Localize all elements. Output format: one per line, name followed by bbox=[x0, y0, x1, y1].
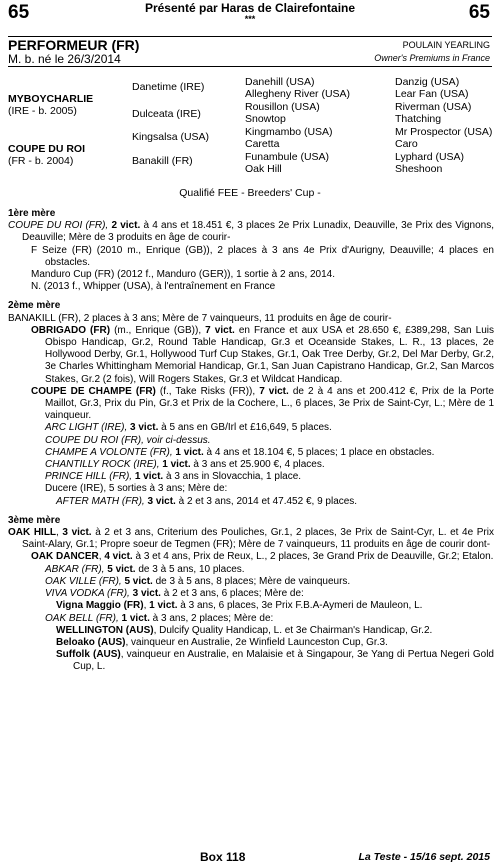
paragraph: Vigna Maggio (FR), 1 vict. à 3 ans, 6 places, 3e Prix F.B.A-Aymeri de Mauleon, L. bbox=[56, 600, 423, 612]
paragraph: CHANTILLY ROCK (IRE), 1 vict. à 3 ans et 25.900 €, 4 places. bbox=[45, 459, 325, 471]
lot-number-right: 65 bbox=[468, 2, 490, 23]
paragraph: AFTER MATH (FR), 3 vict. à 2 et 3 ans, 2014 et 47.452 €, 9 places. bbox=[56, 495, 358, 507]
pedigree-sire: MYBOYCHARLIE bbox=[8, 93, 94, 105]
paragraph: N. (2013 f., Whipper (USA), à l'entraînement en France bbox=[31, 281, 276, 293]
horse-description: M. b. né le 26/3/2014 bbox=[8, 52, 121, 66]
paragraph: COUPE DE CHAMPE (FR) (f., Take Risks (FR)), 7 vict. de 2 à 4 ans et 200.412 €, Prix de la Porte Maillot, Gr.3, Prix du Pin, Gr.3 et Prix de la Cochere, L., 6 places, 3e Prix de Saint-Cyr, L.; Mère de 1 vainqueur. bbox=[31, 385, 494, 422]
pedigree-gen3-item: Allegheny River (USA) bbox=[245, 88, 351, 100]
box-number: Box 118 bbox=[200, 850, 246, 864]
paragraph: Beloako (AUS), vainqueur en Australie, 2e Winfield Launceston Cup, Gr.3. bbox=[56, 636, 388, 648]
page-header bbox=[0, 2, 500, 24]
horse-name: PERFORMEUR (FR) bbox=[8, 37, 140, 53]
header-title: Présenté par Haras de Clairefontaine bbox=[144, 1, 356, 15]
section-heading: 1ère mère bbox=[8, 208, 56, 219]
paragraph: OAK BELL (FR), 1 vict. à 3 ans, 2 places; Mère de: bbox=[45, 612, 274, 624]
lot-number-left: 65 bbox=[8, 2, 30, 23]
pedigree-gen4-item: Riverman (USA) bbox=[395, 101, 472, 113]
paragraph: ARC LIGHT (IRE), 3 vict. à 5 ans en GB/Irl et £16,649, 5 places. bbox=[45, 422, 332, 434]
pedigree-dam: COUPE DU ROI bbox=[8, 143, 86, 155]
pedigree-gen3-item: Snowtop bbox=[245, 113, 286, 125]
pedigree-gen4-item: Thatching bbox=[395, 113, 442, 125]
pedigree-gen4-item: Caro bbox=[395, 138, 418, 150]
qualification-line: Qualifié FEE - Breeders' Cup - bbox=[179, 187, 321, 199]
pedigree-gen3-item: Oak Hill bbox=[245, 163, 282, 175]
paragraph: CHAMPE A VOLONTE (FR), 1 vict. à 4 ans et 18.104 €, 5 places; 1 place en obstacles. bbox=[45, 446, 435, 458]
paragraph: BANAKILL (FR), 2 places à 3 ans; Mère de 7 vainqueurs, 11 produits en âge de courir- bbox=[8, 312, 392, 324]
section-heading: 3ème mère bbox=[8, 514, 61, 526]
pedigree-sire-info: (IRE - b. 2005) bbox=[8, 105, 77, 117]
paragraph: ABKAR (FR), 5 vict. de 3 à 5 ans, 10 places. bbox=[45, 563, 245, 575]
paragraph: Ducere (IRE), 5 sorties à 3 ans; Mère de: bbox=[45, 483, 228, 495]
pedigree-rule bbox=[8, 66, 492, 67]
paragraph: Suffolk (AUS), vainqueur en Australie, en Malaisie et à Singapour, 3e Yang di Pertua Negeri Gold Cup, L. bbox=[56, 649, 494, 673]
header-stars: *** bbox=[244, 14, 256, 24]
paragraph: OBRIGADO (FR) (m., Enrique (GB)), 7 vict. en France et aux USA et 28.650 €, £389,298, San Luis Obispo Handicap, Gr.2, Round Table Handicap, Gr.3 et Oceanside Stakes, L. R., 13 places, 2e Hollywood Derby, Gr.1, Hollywood Turf Cup Stakes, Gr.1, Oak Tree Derby, Gr.2, Del Mar Derby, Gr.2, 3e Charles Whittingham Memorial Handicap, Gr.1, San Juan Capistrano Handicap, Gr.2, San Marcos Stakes, Gr.2 (2 fois), Will Rogers Stakes, Gr.3 et Wildcat Handicap. bbox=[31, 324, 494, 385]
pedigree-gen2-item: Banakill (FR) bbox=[132, 155, 193, 167]
pedigree-gen3-item: Kingmambo (USA) bbox=[245, 126, 333, 138]
pedigree-gen4-item: Lear Fan (USA) bbox=[395, 88, 469, 100]
paragraph: VIVA VODKA (FR), 3 vict. à 2 et 3 ans, 6 places; Mère de: bbox=[45, 588, 304, 600]
pedigree-gen2-item: Dulceata (IRE) bbox=[132, 108, 201, 120]
pedigree-gen2-item: Kingsalsa (USA) bbox=[132, 131, 210, 143]
produce-record bbox=[8, 208, 494, 674]
pedigree-gen2-item: Danetime (IRE) bbox=[132, 81, 205, 93]
pedigree-dam-info: (FR - b. 2004) bbox=[8, 155, 74, 167]
horse-category: POULAIN YEARLING bbox=[402, 40, 490, 50]
paragraph: OAK DANCER, 4 vict. à 3 et 4 ans, Prix de Reux, L., 2 places, 3e Grand Prix de Deauville, Gr.2; Etalon. bbox=[31, 551, 494, 563]
section-heading: 2ème mère bbox=[8, 300, 61, 312]
premiums-note: Owner's Premiums in France bbox=[374, 53, 490, 63]
pedigree-gen3-item: Funambule (USA) bbox=[245, 151, 330, 163]
sale-location: La Teste - 15/16 sept. 2015 bbox=[358, 851, 490, 863]
paragraph: F Seize (FR) (2010 m., Enrique (GB)), 2 places à 3 ans 4e Prix d'Aurigny, Deauville; 4 places en obstacles. bbox=[31, 244, 494, 268]
paragraph: WELLINGTON (AUS), Dulcify Quality Handicap, L. et 3e Chairman's Handicap, Gr.2. bbox=[56, 624, 433, 636]
paragraph: OAK HILL, 3 vict. à 2 et 3 ans, Criterium des Pouliches, Gr.1, 2 places, 3e Prix de Saint-Cyr, L. et 4e Prix Saint-Alary, Gr.1; Propre soeur de Tegmen (FR); Mère de 7 vainqueurs, 11 produits en âge de courir dont- bbox=[8, 527, 494, 551]
paragraph: PRINCE HILL (FR), 1 vict. à 3 ans in Slovacchia, 1 place. bbox=[45, 471, 302, 483]
pedigree-gen4-item: Mr Prospector (USA) bbox=[395, 126, 493, 138]
pedigree-gen4-item: Lyphard (USA) bbox=[395, 151, 465, 163]
paragraph: COUPE DU ROI (FR), voir ci-dessus. bbox=[45, 434, 211, 446]
pedigree-gen4-item: Danzig (USA) bbox=[395, 76, 460, 88]
pedigree-gen3-item: Danehill (USA) bbox=[245, 76, 315, 88]
paragraph: OAK VILLE (FR), 5 vict. de 3 à 5 ans, 8 places; Mère de vainqueurs. bbox=[45, 575, 351, 587]
pedigree-gen4-item: Sheshoon bbox=[395, 163, 443, 175]
pedigree-gen3-item: Rousillon (USA) bbox=[245, 101, 320, 113]
paragraph: COUPE DU ROI (FR), 2 vict. à 4 ans et 18.451 €, 3 places 2e Prix Lunadix, Deauville, 3e Prix des Vignons, Deauville; Mère de 3 produits en âge de courir- bbox=[8, 220, 494, 244]
pedigree-gen3-item: Caretta bbox=[245, 138, 280, 150]
paragraph: Manduro Cup (FR) (2012 f., Manduro (GER)), 1 sortie à 2 ans, 2014. bbox=[31, 269, 336, 281]
